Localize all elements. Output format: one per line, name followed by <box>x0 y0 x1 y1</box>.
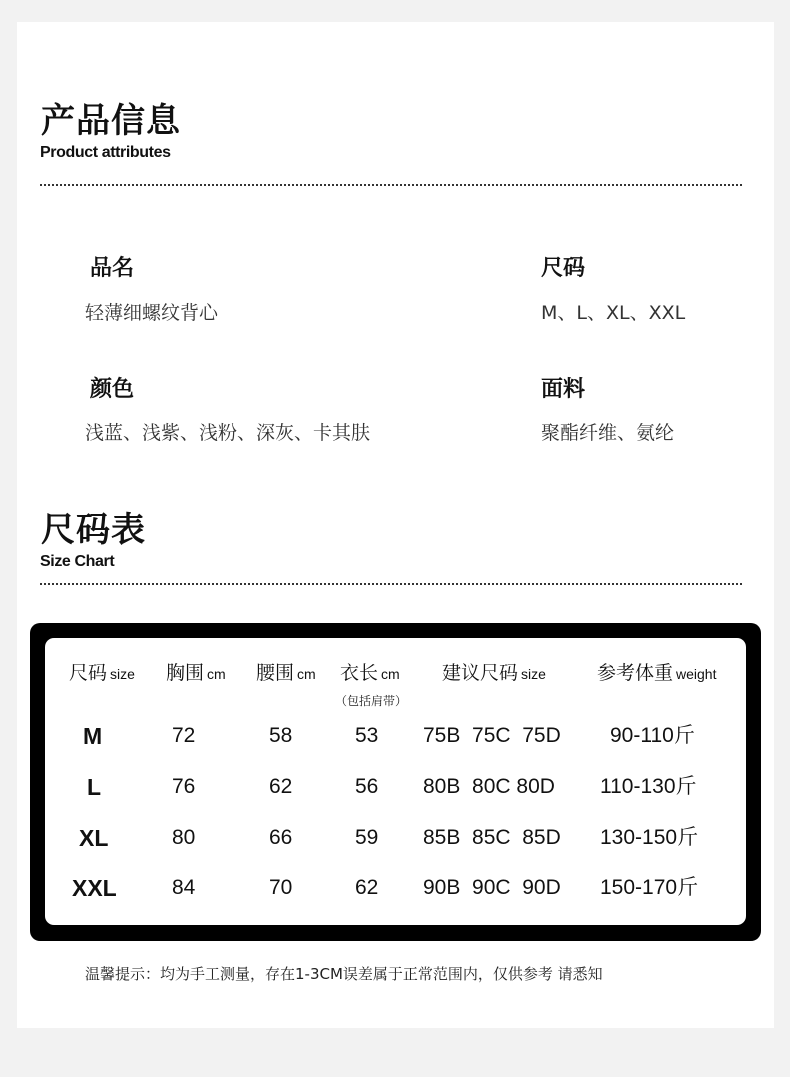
cell-size: M <box>83 723 103 749</box>
cell-weight: 110-130斤 <box>600 775 697 798</box>
header-label: 衣长 <box>340 662 379 684</box>
divider <box>40 583 742 585</box>
cell-suggested: 85B 85C 85D <box>423 826 561 849</box>
attr-label-name: 品名 <box>90 256 135 281</box>
cell-bust: 72 <box>172 724 196 747</box>
size-chart-title: 尺码表 <box>41 510 146 550</box>
divider <box>40 184 742 186</box>
attr-value-name: 轻薄细螺纹背心 <box>85 302 219 324</box>
attr-label-color: 颜色 <box>90 377 135 402</box>
table-row <box>45 877 746 907</box>
product-info-title: 产品信息 <box>41 101 181 141</box>
size-table-frame <box>30 623 761 941</box>
attr-value-size: M、L、XL、XXL <box>541 302 686 324</box>
cell-bust: 84 <box>172 876 196 899</box>
header-length-note: （包括肩带） <box>335 694 408 708</box>
table-row <box>45 776 746 806</box>
cell-weight: 150-170斤 <box>600 876 699 899</box>
header-unit: weight <box>676 666 717 682</box>
cell-waist: 70 <box>269 876 293 899</box>
cell-length: 53 <box>355 724 379 747</box>
table-row <box>45 725 746 755</box>
cell-size: XL <box>79 825 109 851</box>
cell-suggested: 90B 90C 90D <box>423 876 561 899</box>
product-card <box>17 22 774 1028</box>
attr-value-color: 浅蓝、浅紫、浅粉、深灰、卡其肤 <box>85 422 371 444</box>
table-row <box>45 827 746 857</box>
attr-label-fabric: 面料 <box>541 377 586 402</box>
cell-waist: 58 <box>269 724 293 747</box>
cell-length: 59 <box>355 826 379 849</box>
cell-suggested: 75B 75C 75D <box>423 724 561 747</box>
header-label: 建议尺码 <box>442 662 519 684</box>
size-chart-subtitle: Size Chart <box>40 553 115 570</box>
size-table <box>45 638 746 925</box>
header-unit: cm <box>381 666 400 682</box>
header-label: 参考体重 <box>597 662 674 684</box>
header-length <box>340 664 400 683</box>
header-label: 尺码 <box>69 662 108 684</box>
header-unit: cm <box>207 666 226 682</box>
header-unit: cm <box>297 666 316 682</box>
cell-weight: 90-110斤 <box>610 724 695 747</box>
cell-size: XXL <box>72 875 117 901</box>
header-bust <box>166 664 226 683</box>
attr-value-fabric: 聚酯纤维、氨纶 <box>541 422 675 444</box>
header-unit: size <box>521 666 546 682</box>
header-label: 腰围 <box>256 662 295 684</box>
cell-waist: 66 <box>269 826 293 849</box>
cell-length: 56 <box>355 775 379 798</box>
cell-bust: 80 <box>172 826 196 849</box>
header-size <box>69 664 135 683</box>
header-weight <box>597 664 716 683</box>
cell-size: L <box>87 774 102 800</box>
cell-weight: 130-150斤 <box>600 826 699 849</box>
cell-suggested: 80B 80C 80D <box>423 775 555 798</box>
header-unit: size <box>110 666 135 682</box>
header-label: 胸围 <box>166 662 205 684</box>
header-waist <box>256 664 316 683</box>
attr-label-size: 尺码 <box>541 256 586 281</box>
cell-waist: 62 <box>269 775 293 798</box>
footnote: 温馨提示：均为手工测量，存在1-3CM误差属于正常范围内，仅供参考 请悉知 <box>85 965 603 983</box>
cell-bust: 76 <box>172 775 196 798</box>
product-info-subtitle: Product attributes <box>40 144 171 161</box>
cell-length: 62 <box>355 876 379 899</box>
header-suggested <box>442 664 546 683</box>
